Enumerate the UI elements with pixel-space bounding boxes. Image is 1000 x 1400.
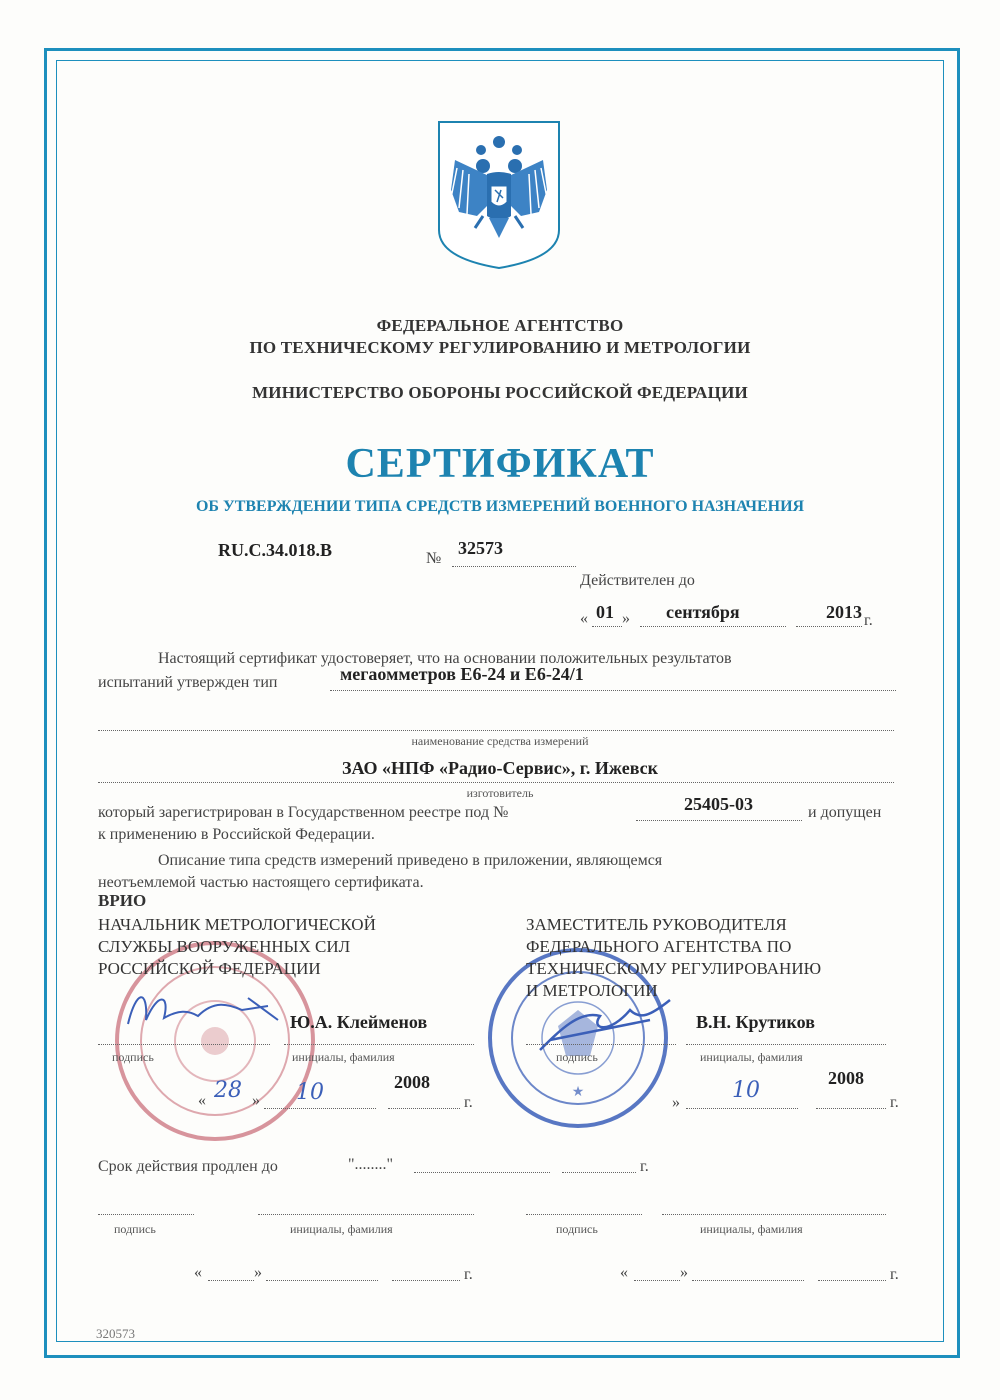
ext-left-name-caption: инициалы, фамилия <box>290 1222 393 1236</box>
ext-left-day-dots <box>208 1280 254 1281</box>
instrument-dots-1 <box>330 690 896 691</box>
left-signatory-title-2: СЛУЖБЫ ВООРУЖЕННЫХ СИЛ <box>98 937 351 956</box>
extension-year-dots <box>562 1172 636 1173</box>
left-signatory-title-3: РОССИЙСКОЙ ФЕДЕРАЦИИ <box>98 959 321 978</box>
ext-left-signature-dots <box>98 1214 194 1215</box>
description-line-1: Описание типа средств измерений приведено в приложении, являющемся <box>158 852 663 869</box>
ext-left-name-dots <box>258 1214 474 1215</box>
valid-day-quote-close: » <box>622 610 630 627</box>
right-date-quote-close: » <box>672 1094 680 1111</box>
ext-right-date-quote-close: » <box>680 1264 688 1281</box>
right-date-month: 10 <box>732 1078 760 1103</box>
instrument-caption: наименование средства измерений <box>411 734 589 748</box>
valid-year: 2013 <box>826 602 862 622</box>
certificate-number: 32573 <box>458 538 503 558</box>
right-signatory-title-4: И МЕТРОЛОГИИ <box>526 981 658 1000</box>
valid-day-dots <box>592 626 622 627</box>
instrument-type: мегаомметров Е6-24 и Е6-24/1 <box>340 664 584 684</box>
description-line-2: неотъемлемой частью настоящего сертификата. <box>98 874 424 891</box>
left-date-year-dots <box>388 1108 460 1109</box>
registry-line-2: к применению в Российской Федерации. <box>98 826 375 843</box>
left-handwritten-signature <box>118 980 288 1040</box>
manufacturer-caption: изготовитель <box>466 786 534 800</box>
certificate-subtitle: ОБ УТВЕРЖДЕНИИ ТИПА СРЕДСТВ ИЗМЕРЕНИЙ ВОЕННОГО НАЗНАЧЕНИЯ <box>195 498 805 515</box>
right-signatory-name: В.Н. Крутиков <box>696 1012 815 1032</box>
left-date-year-suffix: г. <box>464 1094 473 1111</box>
ext-left-year-suffix: г. <box>464 1266 473 1283</box>
right-date-month-dots <box>686 1108 798 1109</box>
right-signatory-title-3: ТЕХНИЧЕСКОМУ РЕГУЛИРОВАНИЮ <box>526 959 822 978</box>
extension-month-dots <box>414 1172 550 1173</box>
right-signatory-title-1: ЗАМЕСТИТЕЛЬ РУКОВОДИТЕЛЯ <box>526 915 787 934</box>
right-name-caption: инициалы, фамилия <box>700 1050 803 1064</box>
ext-left-year-dots <box>392 1280 460 1281</box>
number-dotted-line <box>452 566 576 567</box>
right-date-year-dots <box>816 1108 886 1109</box>
registry-prefix: который зарегистрирован в Государственном реестре под № <box>98 804 509 821</box>
left-name-caption: инициалы, фамилия <box>292 1050 395 1064</box>
ext-left-date-quote-close: » <box>254 1264 262 1281</box>
coat-of-arms-emblem <box>437 120 561 270</box>
form-serial-number: 320573 <box>96 1326 135 1341</box>
right-signature-caption: подпись <box>556 1050 598 1064</box>
left-date-quote-open: « <box>198 1092 206 1109</box>
instrument-dots-2 <box>98 730 894 731</box>
ext-right-signature-dots <box>526 1214 642 1215</box>
valid-month-dots <box>640 626 786 627</box>
right-name-dots <box>686 1044 886 1045</box>
left-date-month: 10 <box>296 1080 324 1105</box>
left-signatory-name: Ю.А. Клейменов <box>290 1012 428 1032</box>
ext-right-signature-caption: подпись <box>556 1222 598 1236</box>
right-date-year: 2008 <box>828 1068 864 1088</box>
intro-line-2-prefix: испытаний утвержден тип <box>98 674 278 691</box>
extension-label: Срок действия продлен до <box>98 1158 278 1175</box>
left-date-quote-close: » <box>252 1092 260 1109</box>
right-signature-dots <box>526 1044 676 1045</box>
ext-left-signature-caption: подпись <box>114 1222 156 1236</box>
valid-month: сентября <box>666 602 740 622</box>
ext-right-name-dots <box>662 1214 886 1215</box>
manufacturer-dots <box>98 782 894 783</box>
left-date-day: 28 <box>214 1078 242 1103</box>
right-date-year-suffix: г. <box>890 1094 899 1111</box>
ext-right-year-dots <box>818 1280 886 1281</box>
valid-until-label: Действителен до <box>580 572 695 589</box>
certificate-code: RU.C.34.018.B <box>218 540 333 560</box>
ext-right-month-dots <box>692 1280 804 1281</box>
right-signatory-title-2: ФЕДЕРАЛЬНОГО АГЕНТСТВА ПО <box>526 937 792 956</box>
left-signature-dots <box>98 1044 270 1045</box>
agency-line-1: ФЕДЕРАЛЬНОЕ АГЕНТСТВО <box>376 316 624 335</box>
certificate-title: СЕРТИФИКАТ <box>345 441 655 487</box>
intro-line-1: Настоящий сертификат удостоверяет, что на основании положительных результатов <box>158 650 732 667</box>
ext-right-day-dots <box>634 1280 680 1281</box>
left-signatory-title-1: НАЧАЛЬНИК МЕТРОЛОГИЧЕСКОЙ <box>98 915 376 934</box>
svg-text:★: ★ <box>571 1085 585 1100</box>
valid-day-quote-open: « <box>580 610 588 627</box>
registry-suffix: и допущен <box>808 804 882 821</box>
left-date-month-dots <box>264 1108 376 1109</box>
right-handwritten-signature <box>530 990 680 1060</box>
left-date-year: 2008 <box>394 1072 430 1092</box>
extension-year-suffix: г. <box>640 1158 649 1175</box>
ext-right-date-quote-open: « <box>620 1264 628 1281</box>
extension-day: "........" <box>348 1156 394 1173</box>
ext-left-month-dots <box>266 1280 378 1281</box>
left-signatory-title-0: ВРИО <box>98 891 147 910</box>
ext-right-name-caption: инициалы, фамилия <box>700 1222 803 1236</box>
valid-year-suffix: г. <box>864 612 873 629</box>
valid-day: 01 <box>596 602 614 622</box>
registry-number: 25405-03 <box>684 794 753 814</box>
manufacturer-name: ЗАО «НПФ «Радио-Сервис», г. Ижевск <box>341 758 659 778</box>
ministry-line: МИНИСТЕРСТВО ОБОРОНЫ РОССИЙСКОЙ ФЕДЕРАЦИИ <box>252 383 748 402</box>
valid-year-dots <box>796 626 862 627</box>
agency-line-2: ПО ТЕХНИЧЕСКОМУ РЕГУЛИРОВАНИЮ И МЕТРОЛОГИИ <box>249 338 751 357</box>
registry-dots <box>636 820 802 821</box>
number-sign: № <box>426 550 442 567</box>
ext-right-year-suffix: г. <box>890 1266 899 1283</box>
left-name-dots <box>284 1044 474 1045</box>
left-signature-caption: подпись <box>112 1050 154 1064</box>
ext-left-date-quote-open: « <box>194 1264 202 1281</box>
